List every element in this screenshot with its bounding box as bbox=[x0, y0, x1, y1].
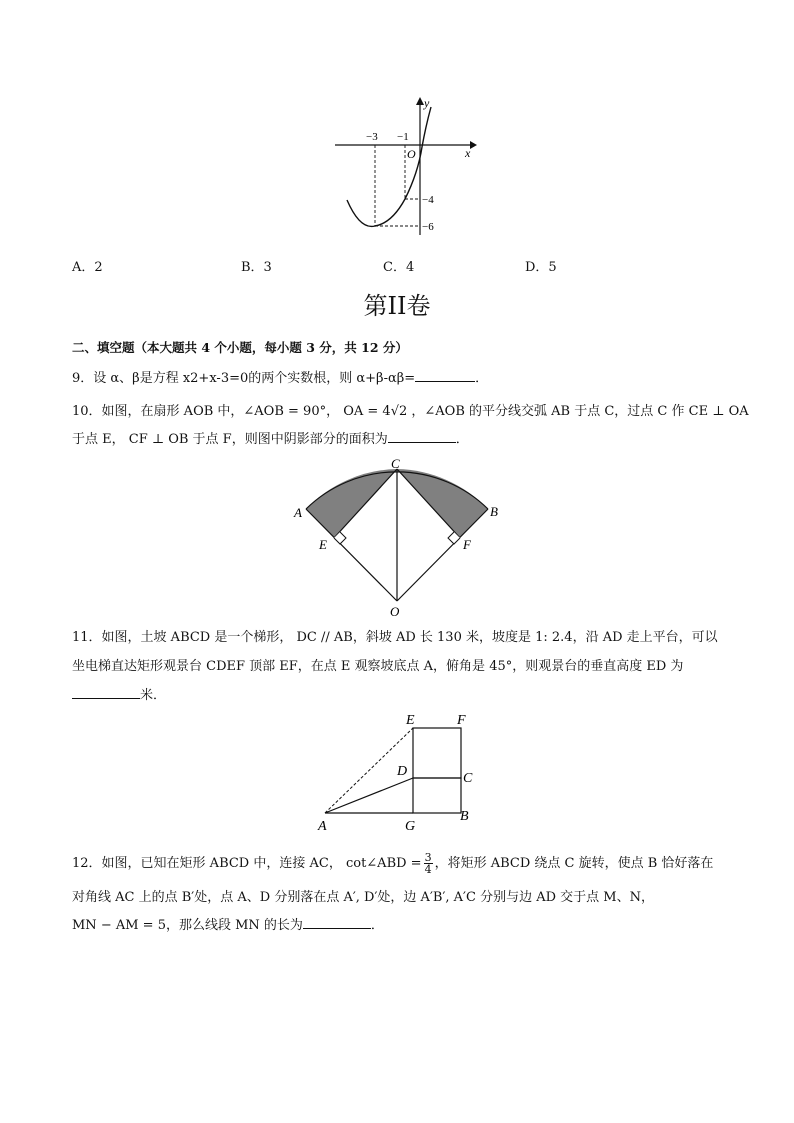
q9-end: ． bbox=[475, 371, 489, 386]
question-12-line1 bbox=[72, 852, 713, 875]
q12-line1-b: ，将矩形 ABCD 绕点 C 旋转，使点 B 恰好落在 bbox=[434, 856, 714, 871]
q10-line2-text: 于点 E， CF ⊥ OB 于点 F，则图中阴影部分的面积为 bbox=[72, 432, 388, 447]
q10-end: ． bbox=[455, 432, 469, 447]
q12-answer-blank bbox=[303, 916, 371, 929]
option-d: D．5 bbox=[525, 260, 557, 275]
y-axis-label: y bbox=[424, 96, 430, 110]
label-e: E bbox=[319, 537, 327, 552]
sector-figure bbox=[290, 456, 505, 621]
question-11-line1: 11．如图，土坡 ABCD 是一个梯形， DC // AB，斜坡 AD 长 130 米，坡度是 1: 2.4，沿 AD 走上平台，可以 bbox=[72, 630, 718, 645]
segment-ad bbox=[325, 778, 413, 813]
q12-fraction bbox=[424, 852, 433, 875]
question-9 bbox=[72, 369, 488, 389]
platform-rect-cdef bbox=[413, 728, 461, 778]
q12-end: ． bbox=[370, 918, 384, 933]
option-b: B．3 bbox=[241, 260, 272, 275]
x-axis-arrow bbox=[470, 141, 477, 149]
question-10-line1: 10．如图，在扇形 AOB 中，∠AOB = 90°， OA = 4√2 ，∠AOB 的平分线交弧 AB 于点 C，过点 C 作 CE ⊥ OA bbox=[72, 404, 749, 419]
question-11-line2: 坐电梯直达矩形观景台 CDEF 顶部 EF，在点 E 观察坡底点 A，俯角是 45°，则观景台的垂直高度 ED 为 bbox=[72, 659, 684, 674]
parabola-graph bbox=[330, 95, 480, 240]
parabola-curve bbox=[347, 107, 431, 226]
label-c: C bbox=[391, 456, 400, 471]
q11-end: 米． bbox=[140, 688, 167, 703]
q9-answer-blank bbox=[415, 369, 475, 382]
label-g: G bbox=[405, 819, 416, 834]
q12-line1-a: 12．如图，已知在矩形 ABCD 中，连接 AC， cot∠ABD = bbox=[72, 856, 422, 871]
origin-label: O bbox=[407, 147, 416, 161]
label-b: B bbox=[490, 504, 498, 519]
label-f: F bbox=[463, 537, 471, 552]
q9-text: 9．设 α、β是方程 x2+x-3=0的两个实数根，则 α+β-αβ= bbox=[72, 371, 416, 386]
tick-label-minus6: −6 bbox=[422, 221, 434, 233]
option-a: A．2 bbox=[72, 260, 103, 275]
q12-line3-text: MN − AM = 5，那么线段 MN 的长为 bbox=[72, 918, 303, 933]
section-heading: 二、填空题（本大题共 4 个小题，每小题 3 分，共 12 分） bbox=[72, 340, 408, 355]
question-12-line3 bbox=[72, 916, 384, 936]
label-a: A bbox=[318, 819, 327, 834]
q12-frac-num: 3 bbox=[424, 851, 432, 864]
label-e: E bbox=[406, 713, 415, 728]
q10-answer-blank bbox=[388, 430, 456, 443]
label-c: C bbox=[463, 771, 473, 786]
label-d: D bbox=[397, 764, 408, 779]
slope-figure bbox=[315, 708, 485, 836]
question-12-line2: 对角线 AC 上的点 B′处，点 A、D 分别落在点 A′, D′处，边 A′B′, A′C 分别与边 AD 交于点 M、N， bbox=[72, 890, 654, 905]
option-c: C．4 bbox=[383, 260, 415, 275]
tick-label-minus3: −3 bbox=[366, 131, 378, 143]
label-o: O bbox=[390, 604, 400, 619]
tick-label-minus1: −1 bbox=[397, 131, 409, 143]
label-b: B bbox=[460, 809, 469, 824]
lower-rect-dgbc bbox=[413, 778, 461, 813]
tick-label-minus4: −4 bbox=[422, 194, 434, 206]
label-a: A bbox=[294, 505, 302, 520]
label-f: F bbox=[457, 713, 466, 728]
q11-answer-blank bbox=[72, 686, 140, 699]
q12-frac-den: 4 bbox=[424, 863, 432, 876]
x-axis-label: x bbox=[465, 146, 471, 160]
volume-title: 第II卷 bbox=[363, 292, 431, 320]
question-10-line2 bbox=[72, 430, 469, 450]
question-11-line3 bbox=[72, 686, 166, 706]
y-axis-arrow bbox=[416, 97, 424, 105]
